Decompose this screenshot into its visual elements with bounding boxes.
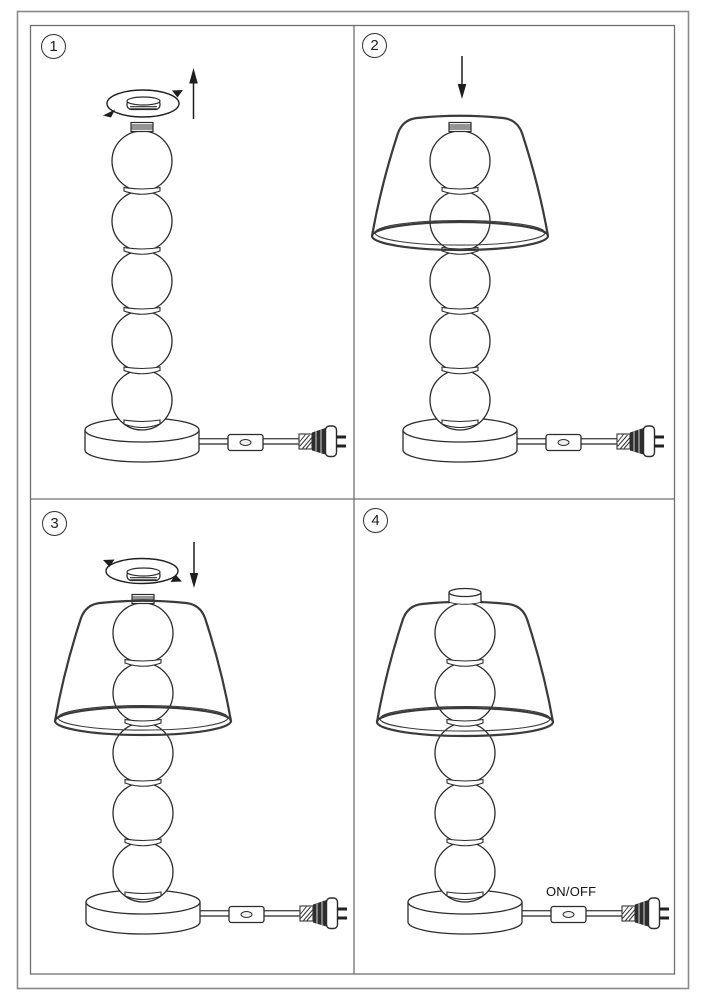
step-2-badge: 2	[362, 33, 387, 58]
step-3-illustration	[55, 542, 347, 934]
step-1-illustration	[85, 68, 346, 462]
arrow-down-icon	[190, 542, 199, 588]
step-4-illustration	[377, 589, 669, 935]
finial-attached	[449, 589, 481, 605]
step-2-illustration	[372, 56, 664, 462]
switch-label: ON/OFF	[546, 884, 597, 899]
step-1-badge: 1	[41, 34, 66, 59]
arrow-down-icon	[458, 56, 467, 99]
step-3-badge: 3	[42, 511, 67, 536]
step-4-badge: 4	[363, 508, 388, 533]
arrow-up-icon	[189, 68, 198, 119]
